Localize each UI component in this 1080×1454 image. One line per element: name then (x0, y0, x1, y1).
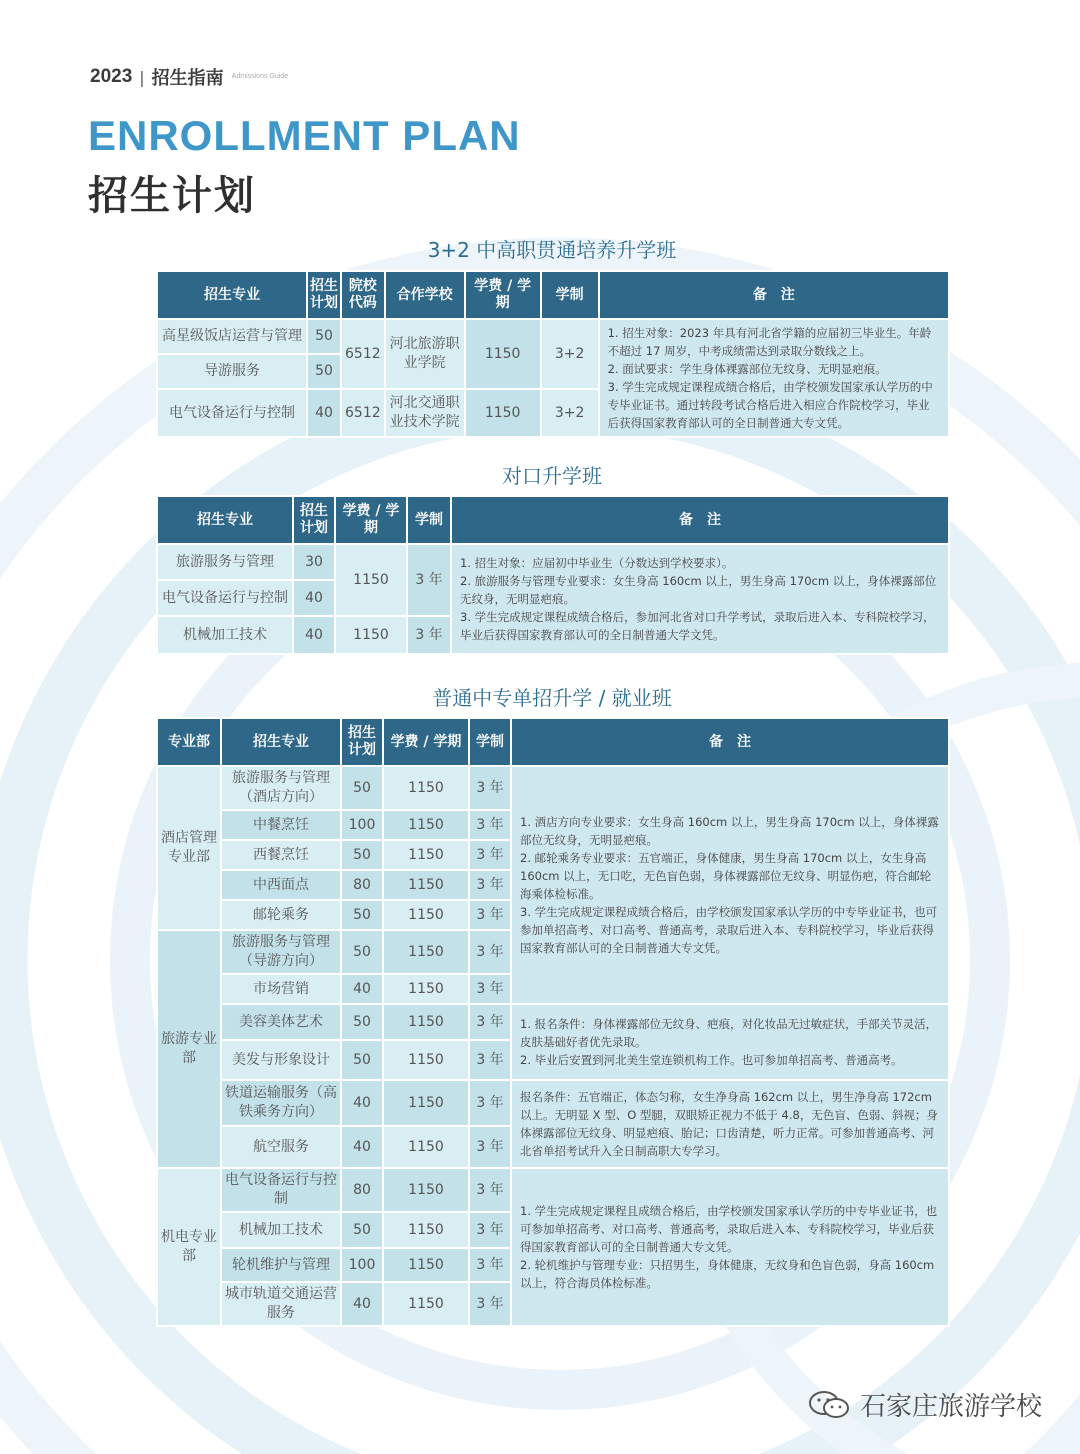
note-cell (511, 1080, 949, 1168)
table-cell: 1150 (383, 1126, 469, 1168)
table-header: 院校代码 (341, 271, 385, 319)
note-line: 1. 学生完成规定课程且成绩合格后，由学校颁发国家承认学历的中专毕业证书，也可参加单招高考、对口高考、普通高考，录取后进入本、专科院校学习，毕业后获得国家教育部认可的全日制普通大专文凭。 (520, 1204, 938, 1254)
table-cell: 1150 (383, 900, 469, 930)
note-line: 报名条件：五官端正，体态匀称，女生净身高 162cm 以上，男生净身高 172cm 以上。无明显 X 型、O 型腿，双眼矫正视力不低于 4.8，无色盲、色弱、斜视；身体裸露部位无纹身、明显疤痕、胎记；口齿清楚，听力正常。可参加普通高考、河北省单招考试升入全日制高职大专学习。 (520, 1090, 938, 1158)
header-year: 2023 (90, 66, 133, 87)
table-cell: 西餐烹饪 (221, 840, 341, 870)
table-cell: 1150 (383, 1212, 469, 1248)
table-cell: 铁道运输服务（高铁乘务方向） (221, 1080, 341, 1126)
table-cell: 河北旅游职业学院 (385, 319, 465, 389)
page-header (90, 64, 292, 90)
table-cell: 旅游服务与管理 (157, 544, 293, 580)
department-cell: 机电专业部 (157, 1168, 221, 1326)
header-title: 招生指南 (151, 68, 224, 89)
section3-table (156, 717, 950, 1327)
table-cell: 3 年 (469, 900, 511, 930)
note-line: 2. 轮机维护与管理专业：只招男生，身体健康，无纹身和色盲色弱，身高 160cm 以上，符合海员体检标准。 (520, 1258, 935, 1290)
note-line: 3. 学生完成规定课程成绩合格后，由学校颁发国家承认学历的中专毕业证书，也可参加单招高考、对口高考、普通高考，录取后进入本、专科院校学习，毕业后获得国家教育部认可的全日制普通大专文凭。 (520, 905, 938, 955)
table-header: 招生专业 (157, 271, 307, 319)
note-cell (511, 1004, 949, 1080)
table-cell: 3 年 (469, 974, 511, 1004)
table-header: 招生计划 (307, 271, 341, 319)
table-header: 学费 / 学期 (383, 718, 469, 766)
note-line: 1. 招生对象：应届初中毕业生（分数达到学校要求）。 (460, 556, 734, 570)
note-line: 1. 酒店方向专业要求：女生身高 160cm 以上，男生身高 170cm 以上，身体裸露部位无纹身，无明显疤痕。 (520, 815, 939, 847)
watermark-text: 石家庄旅游学校 (860, 1392, 1043, 1422)
department-cell: 旅游专业部 (157, 930, 221, 1168)
note-cell (511, 766, 949, 1004)
table-cell: 50 (341, 1004, 383, 1040)
table-header: 招生计划 (341, 718, 383, 766)
table-cell: 6512 (341, 389, 385, 437)
table-cell: 3 年 (469, 1080, 511, 1126)
table-header: 招生专业 (157, 496, 293, 544)
table-cell: 50 (341, 1212, 383, 1248)
table-cell: 美容美体艺术 (221, 1004, 341, 1040)
table-cell: 机械加工技术 (157, 616, 293, 654)
table-cell: 3 年 (469, 810, 511, 840)
table-cell: 1150 (383, 840, 469, 870)
note-cell (599, 319, 949, 437)
table-cell: 中西面点 (221, 870, 341, 900)
table-cell: 导游服务 (157, 354, 307, 389)
section1-table (156, 270, 950, 438)
table-cell: 40 (307, 389, 341, 437)
table-cell: 1150 (383, 1040, 469, 1080)
section2-table (156, 495, 950, 655)
table-cell: 3 年 (469, 840, 511, 870)
table-cell: 1150 (383, 974, 469, 1004)
table-cell: 3 年 (407, 544, 451, 616)
table-header: 学制 (469, 718, 511, 766)
table-header: 备 注 (511, 718, 949, 766)
section3-title: 普通中专单招升学 / 就业班 (432, 686, 672, 710)
table-cell: 3 年 (407, 616, 451, 654)
table-header: 学制 (541, 271, 599, 319)
table-cell: 1150 (383, 810, 469, 840)
table-cell: 3 年 (469, 766, 511, 810)
table-header: 学费 / 学期 (465, 271, 541, 319)
table-cell: 40 (341, 1282, 383, 1326)
table-cell: 1150 (383, 1282, 469, 1326)
section2-title: 对口升学班 (502, 464, 602, 488)
table-header: 招生计划 (293, 496, 335, 544)
table-cell: 3 年 (469, 930, 511, 974)
table-cell: 3 年 (469, 1168, 511, 1212)
note-cell (451, 544, 949, 654)
table-cell: 80 (341, 870, 383, 900)
table-cell: 50 (307, 319, 341, 354)
table-cell: 50 (341, 1040, 383, 1080)
table-cell: 1150 (383, 930, 469, 974)
table-cell: 40 (341, 1080, 383, 1126)
table-cell: 旅游服务与管理（酒店方向） (221, 766, 341, 810)
table-header: 备 注 (451, 496, 949, 544)
table-cell: 1150 (383, 1248, 469, 1282)
table-cell: 3+2 (541, 389, 599, 437)
table-cell: 机械加工技术 (221, 1212, 341, 1248)
note-line: 3. 学生完成规定课程成绩合格后，参加河北省对口升学考试，录取后进入本、专科院校学习，毕业后获得国家教育部认可的全日制普通大学文凭。 (460, 610, 935, 642)
table-cell: 40 (293, 616, 335, 654)
table-cell: 3 年 (469, 870, 511, 900)
wechat-icon (808, 1390, 852, 1420)
header-divider: | (139, 67, 145, 87)
table-cell: 市场营销 (221, 974, 341, 1004)
table-cell: 电气设备运行与控制 (157, 389, 307, 437)
header-subtitle-en: Admissions Guide (231, 73, 289, 80)
note-line: 2. 面试要求：学生身体裸露部位无纹身、无明显疤痕。 (607, 362, 887, 376)
table-cell: 50 (341, 766, 383, 810)
note-line: 1. 招生对象：2023 年具有河北省学籍的应届初三毕业生。年龄不超过 17 周岁，中考成绩需达到录取分数线之上。 (607, 326, 932, 358)
table-cell: 50 (341, 900, 383, 930)
table-cell: 1150 (383, 1080, 469, 1126)
table-cell: 50 (341, 840, 383, 870)
table-cell: 3 年 (469, 1212, 511, 1248)
table-cell: 邮轮乘务 (221, 900, 341, 930)
table-cell: 3 年 (469, 1126, 511, 1168)
table-cell: 1150 (383, 1168, 469, 1212)
note-line: 2. 毕业后安置到河北美生堂连锁机构工作。也可参加单招高考、普通高考。 (520, 1053, 903, 1067)
table-cell: 40 (293, 580, 335, 616)
table-cell: 40 (341, 974, 383, 1004)
table-cell: 50 (307, 354, 341, 389)
page-title-en: ENROLLMENT PLAN (88, 112, 521, 159)
table-cell: 1150 (383, 766, 469, 810)
table-cell: 3 年 (469, 1248, 511, 1282)
table-header: 学费 / 学期 (335, 496, 407, 544)
table-cell: 3 年 (469, 1040, 511, 1080)
table-cell: 3 年 (469, 1282, 511, 1326)
table-cell: 50 (341, 930, 383, 974)
table-cell: 100 (341, 810, 383, 840)
table-header: 备 注 (599, 271, 949, 319)
table-cell: 100 (341, 1248, 383, 1282)
table-cell: 1150 (383, 870, 469, 900)
table-cell: 1150 (335, 544, 407, 616)
table-cell: 3 年 (469, 1004, 511, 1040)
department-cell: 酒店管理专业部 (157, 766, 221, 930)
table-cell: 美发与形象设计 (221, 1040, 341, 1080)
page-title-zh: 招生计划 (88, 173, 256, 219)
table-cell: 1150 (465, 389, 541, 437)
note-cell (511, 1168, 949, 1326)
table-cell: 电气设备运行与控制 (221, 1168, 341, 1212)
table-cell: 1150 (335, 616, 407, 654)
section1-title: 3+2 中高职贯通培养升学班 (427, 238, 677, 262)
note-line: 1. 报名条件：身体裸露部位无纹身、疤痕，对化妆品无过敏症状，手部关节灵活，皮肤基础好者优先录取。 (520, 1017, 938, 1049)
table-header: 合作学校 (385, 271, 465, 319)
table-header: 专业部 (157, 718, 221, 766)
table-cell: 40 (341, 1126, 383, 1168)
table-header: 学制 (407, 496, 451, 544)
table-cell: 中餐烹饪 (221, 810, 341, 840)
watermark (808, 1386, 1042, 1423)
table-cell: 1150 (383, 1004, 469, 1040)
table-cell: 80 (341, 1168, 383, 1212)
table-cell: 电气设备运行与控制 (157, 580, 293, 616)
note-line: 3. 学生完成规定课程成绩合格后，由学校颁发国家承认学历的中专毕业证书。通过转段考试合格后进入相应合作院校学习，毕业后获得国家教育部认可的全日制普通大专文凭。 (607, 380, 933, 430)
note-line: 2. 旅游服务与管理专业要求：女生身高 160cm 以上，男生身高 170cm 以上，身体裸露部位无纹身，无明显疤痕。 (460, 574, 937, 606)
table-cell: 旅游服务与管理（导游方向） (221, 930, 341, 974)
table-cell: 轮机维护与管理 (221, 1248, 341, 1282)
table-cell: 1150 (465, 319, 541, 389)
note-line: 2. 邮轮乘务专业要求：五官端正，身体健康，男生身高 170cm 以上，女生身高 160cm 以上，无口吃，无色盲色弱，身体裸露部位无纹身、明显伤疤，符合邮轮海乘体检标准。 (520, 851, 932, 901)
table-cell: 河北交通职业技术学院 (385, 389, 465, 437)
table-cell: 30 (293, 544, 335, 580)
table-cell: 3+2 (541, 319, 599, 389)
table-cell: 高星级饭店运营与管理 (157, 319, 307, 354)
table-cell: 航空服务 (221, 1126, 341, 1168)
table-cell: 6512 (341, 319, 385, 389)
table-header: 招生专业 (221, 718, 341, 766)
table-cell: 城市轨道交通运营服务 (221, 1282, 341, 1326)
